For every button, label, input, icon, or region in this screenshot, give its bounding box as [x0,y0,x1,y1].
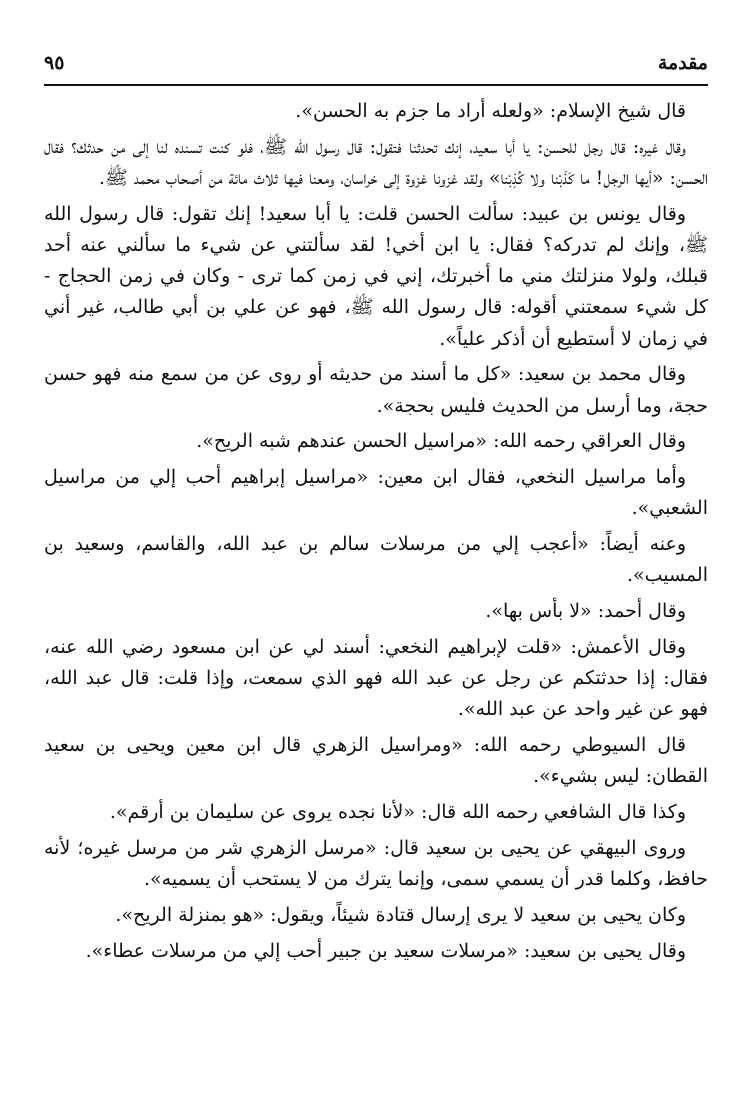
paragraph: قال السيوطي رحمه الله: «ومراسيل الزهري قال ابن معين ويحيى بن سعيد القطان: ليس بشيء». [44,734,708,788]
paragraph: وعنه أيضاً: «أعجب إلي من مرسلات سالم بن عبد الله، والقاسم، وسعيد بن المسيب». [44,533,708,587]
paragraph: وقال محمد بن سعيد: «كل ما أسند من حديثه أو روى عن من سمع منه فهو حسن حجة، وما أرسل من الحديث فليس بحجة». [44,363,708,417]
paragraph: قال شيخ الإسلام: «ولعله أراد ما جزم به الحسن». [295,100,686,122]
page-header [44,46,708,80]
paragraph: وقال أحمد: «لا بأس بها». [485,600,686,623]
paragraph: وقال الأعمش: «قلت لإبراهيم النخعي: أسند لي عن ابن مسعود رضي الله عنه، فقال: إذا حدثتكم عن رجل عن عبد الله فهو الذي سمعت، وإذا قلت: قال عبد الله، فهو عن غير واحد عن عبد الله». [44,636,708,721]
paragraph: وروى البيهقي عن يحيى بن سعيد قال: «مرسل الزهري شر من مرسل غيره؛ لأنه حافظ، وكلما قدر أن يسمي سمى، وإنما يترك من لا يستحب أن يسميه». [44,837,708,891]
paragraph: وأما مراسيل النخعي، فقال ابن معين: «مراسيل إبراهيم أحب إلي من مراسيل الشعبي». [44,466,708,520]
header-rule [44,84,708,86]
paragraph: وقال غيره: قال رجل للحسن: يا أبا سعيد، إنك تحدثنا فتقول: قال رسول الله ﷺ، فلو كنت تسنده لنا إلى من حدثك؟ فقال الحسن: «أيها الرجل! ما كَذَبْنا ولا كُذِبْنا» ولقد غزونا غزوة إلى خراسان، ومعنا فيها ثلاث مائة من أصحاب محمد ﷺ. [44,135,708,189]
paragraph: وقال يحيى بن سعيد: «مرسلات سعيد بن جبير أحب إلي من مرسلات عطاء». [85,939,686,962]
paragraph: وكان يحيى بن سعيد لا يرى إرسال قتادة شيئاً، ويقول: «هو بمنزلة الريح». [115,904,686,926]
paragraph: وقال يونس بن عبيد: سألت الحسن قلت: يا أبا سعيد! إنك تقول: قال رسول الله ﷺ، وإنك لم تدركه؟ فقال: يا ابن أخي! لقد سألتني عن شيء ما سألني عنه أحد قبلك، ولولا منزلتك مني ما أخبرتك، إني في زمن كما ترى - وكان في زمن الحجاج - كل شيء سمعتني أقوله: قال رسول الله ﷺ، فهو عن علي بن أبي طالب، غير أني في زمان لا أستطيع أن أذكر علياً». [44,202,708,350]
page-number: ٩٥ [44,52,65,74]
section-title: مقدمة [657,52,708,74]
page-body [44,96,708,972]
book-page [44,0,708,1095]
paragraph: وقال العراقي رحمه الله: «مراسيل الحسن عندهم شبه الريح». [196,430,686,453]
paragraph: وكذا قال الشافعي رحمه الله قال: «لأنا نجده يروى عن سليمان بن أرقم». [109,801,686,824]
